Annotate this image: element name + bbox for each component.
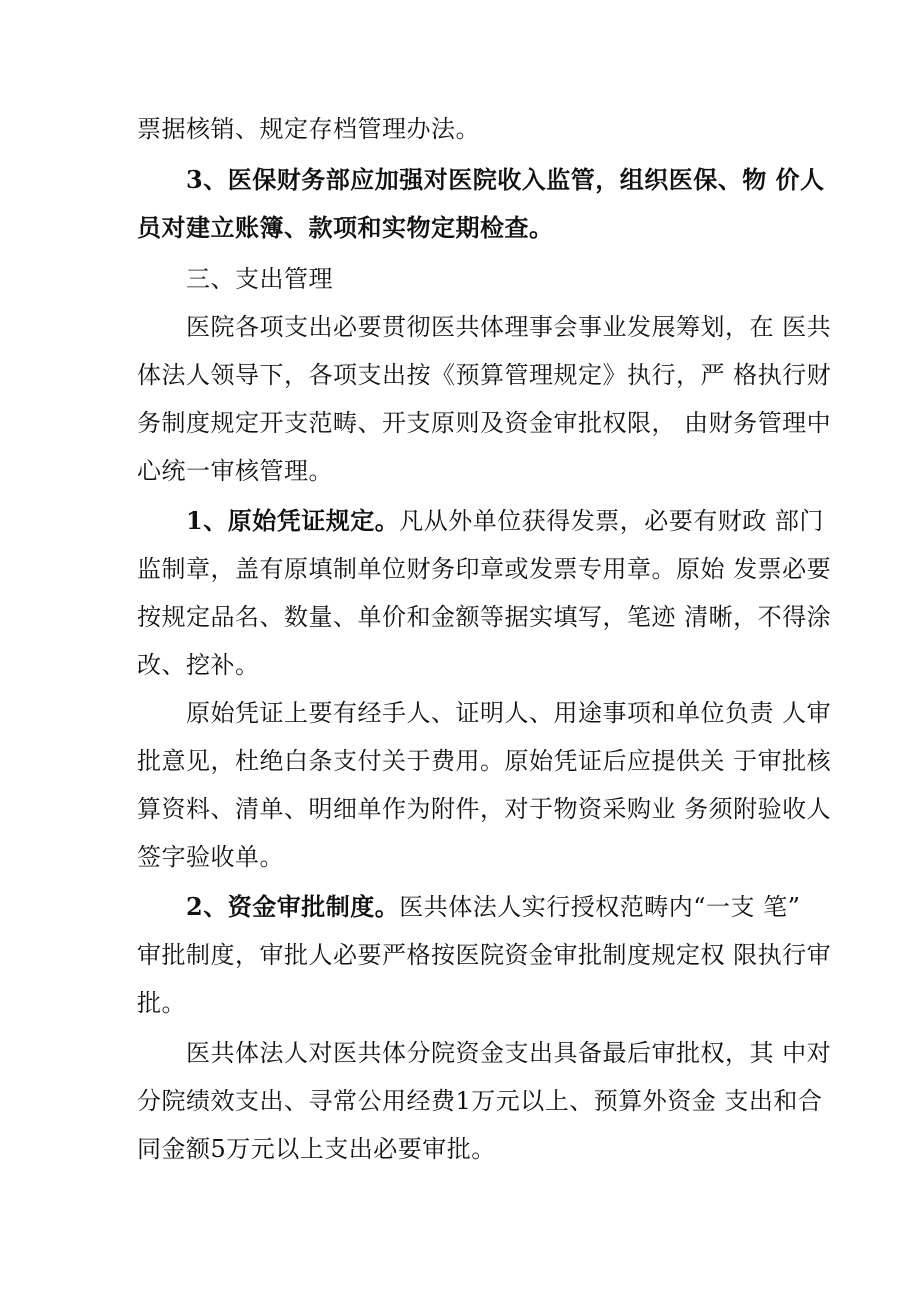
text-line: 务制度规定开支范畴、开支原则及资金审批权限， 由财务管理中	[137, 409, 832, 437]
item-number: 1、	[186, 506, 228, 535]
text-line: 医院各项支出必要贯彻医共体理事会事业发展筹划，在 医共	[186, 313, 832, 341]
text-line: 原始凭证上要有经手人、证明人、用途事项和单位负责 人审	[186, 699, 832, 727]
text-line: 医共体法人实行授权范畴内“一支 笔”	[399, 893, 801, 921]
text-line: 按规定品名、数量、单价和金额等据实填写，笔迹 清晰，不得涂	[137, 603, 832, 631]
section-heading-3: 3、医保财务部应加强对医院收入监管，组织医保、物 价人	[186, 165, 825, 194]
item-heading: 资金审批制度。	[227, 892, 400, 921]
paragraph-original-voucher	[186, 505, 824, 537]
section-title-expense: 三、支出管理	[186, 265, 333, 293]
text-line: 批。	[137, 989, 186, 1017]
text-line: 医共体法人对医共体分院资金支出具备最后审批权，其 中对	[186, 1039, 832, 1067]
text-line: 票据核销、规定存档管理办法。	[137, 115, 480, 143]
item-heading: 原始凭证规定。	[227, 506, 400, 535]
text-line: 员对建立账簿、款项和实物定期检查。	[137, 213, 554, 242]
text-line: 审批制度，审批人必要严格按医院资金审批制度规定权 限执行审	[137, 941, 832, 969]
text-line: 凡从外单位获得发票，必要有财政 部门	[399, 507, 824, 535]
text-line: 签字验收单。	[137, 843, 284, 871]
item-number: 2、	[186, 892, 228, 921]
text-line: 分院绩效支出、寻常公用经费1万元以上、预算外资金 支出和合	[137, 1087, 823, 1115]
text-line: 心统一审核管理。	[137, 457, 333, 485]
text-line: 改、挖补。	[137, 651, 260, 679]
text-line: 监制章，盖有原填制单位财务印章或发票专用章。原始 发票必要	[137, 555, 832, 583]
paragraph-fund-approval	[186, 891, 801, 923]
text-line: 同金额5万元以上支出必要审批。	[137, 1135, 496, 1163]
text-line: 批意见，杜绝白条支付关于费用。原始凭证后应提供关 于审批核	[137, 747, 832, 775]
text-line: 算资料、清单、明细单作为附件，对于物资采购业 务须附验收人	[137, 795, 832, 823]
text-line: 体法人领导下，各项支出按《预算管理规定》执行，严 格执行财	[137, 361, 832, 389]
